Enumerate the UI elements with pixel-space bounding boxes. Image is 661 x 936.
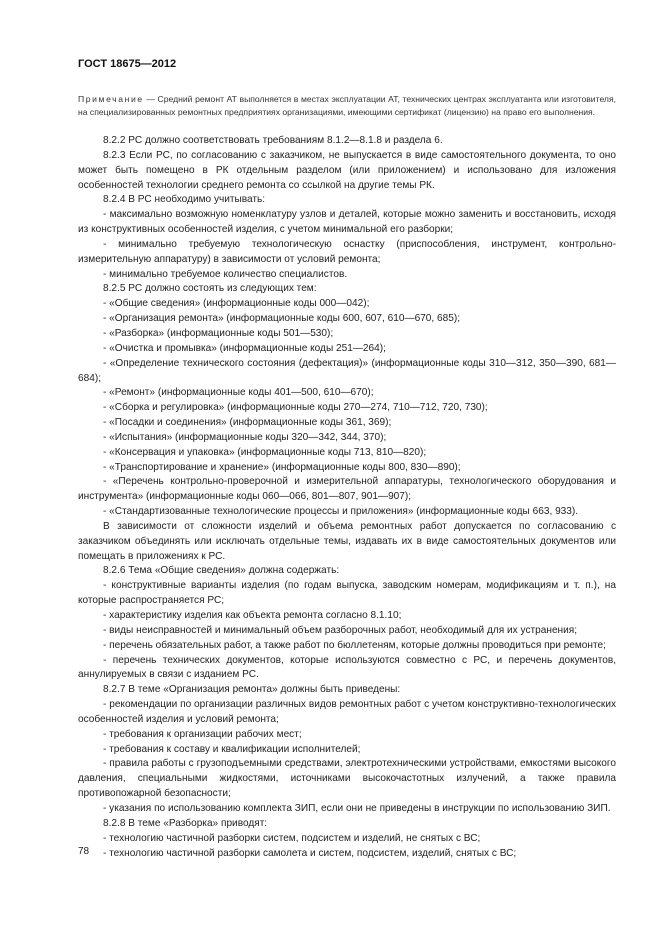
standard-header: ГОСТ 18675—2012: [78, 58, 177, 70]
list-item: - максимально возможную номенклатуру узлов и деталей, которые можно заменить и восстановить, исходя из конструктивных особенностей изделия, с учетом минимальной его разборки;: [78, 209, 616, 236]
list-item: - рекомендации по организации различных видов ремонтных работ с учетом конструктивно-технологических особенностей изделия и условий ремонта;: [78, 699, 616, 725]
paragraph: 8.2.2 РС должно соответствовать требованиям 8.1.2—8.1.8 и раздела 6.: [103, 135, 443, 146]
list-item: - «Сборка и регулировка» (информационные коды 270—274, 710—712, 720, 730);: [103, 402, 488, 414]
list-item: - технологию частичной разборки систем, подсистем и изделий, не снятых с ВС;: [103, 832, 481, 844]
paragraph: 8.2.4 В РС необходимо учитывать:: [103, 194, 266, 206]
page-number: 78: [78, 846, 90, 857]
paragraph: 8.2.7 В теме «Организация ремонта» должны быть приведены:: [103, 684, 401, 696]
list-item: - «Организация ремонта» (информационные коды 600, 607, 610—670, 685);: [103, 313, 461, 325]
note-text: — Средний ремонт АТ выполняется в местах эксплуатации АТ, технических центрах эксплуатанта или изготовителя, на специализированных ремонтных предприятиях организациями, имеющими сертификат (лицензию) на право его выполнения.: [78, 94, 616, 117]
note-label: Примечание: [78, 94, 144, 104]
body-text: [78, 134, 616, 861]
list-item: - «Общие сведения» (информационные коды 000—042);: [103, 298, 370, 310]
list-item: - «Транспортирование и хранение» (информационные коды 800, 830—890);: [103, 461, 461, 473]
list-item: - перечень обязательных работ, а также работ по бюллетеням, которые должны проводиться при ремонте;: [103, 639, 606, 651]
paragraph: 8.2.6 Тема «Общие сведения» должна содержать:: [103, 565, 340, 577]
list-item: - «Посадки и соединения» (информационные коды 361, 369);: [103, 417, 392, 429]
list-item: - «Ремонт» (информационные коды 401—500, 610—670);: [103, 387, 374, 399]
list-item: - «Стандартизованные технологические процессы и приложения» (информационные коды 663, 933).: [103, 506, 579, 518]
list-item: - «Определение технического состояния (дефектация)» (информационные коды 310—312, 350—390, 681—684);: [78, 357, 616, 384]
list-item: - «Испытания» (информационные коды 320—342, 344, 370);: [103, 431, 387, 443]
paragraph: 8.2.8 В теме «Разборка» приводят:: [103, 817, 268, 829]
paragraph: В зависимости от сложности изделий и объема ремонтных работ допускается по согласованию с заказчиком объединять или исключать отдельные темы, издавать их в виде самостоятельных документов или помещать в приложениях к РС.: [78, 520, 616, 562]
list-item: - «Разборка» (информационные коды 501—530);: [103, 327, 334, 339]
list-item: - указания по использованию комплекта ЗИП, если они не приведены в инструкции по использованию ЗИП.: [103, 802, 611, 814]
paragraph: 8.2.3 Если РС, по согласованию с заказчиком, не выпускается в виде самостоятельного документа, то оно может быть помещено в РК отдельным разделом (или приложением) и использовано для изложения особенностей технологии среднего ремонта со ссылкой на другие темы РК.: [78, 149, 616, 191]
list-item: - перечень технических документов, которые используются совместно с РС, и перечень документов, аннулируемых в связи с изданием РС.: [78, 654, 616, 681]
list-item: - правила работы с грузоподъемными средствами, электротехническими устройствами, емкостями высокого давления, специальными жидкостями, источниками высокочастотных излучений, а также правила противопожарной безопасности;: [78, 758, 616, 800]
list-item: - требования к составу и квалификации исполнителей;: [103, 743, 361, 755]
list-item: - минимально требуемое количество специалистов.: [103, 268, 348, 280]
list-item: - виды неисправностей и минимальный объем разборочных работ, необходимый для их устранения;: [103, 624, 578, 636]
list-item: - «Перечень контрольно-проверочной и измерительной аппаратуры, технологического оборудования и инструмента» (информационные коды 060—066, 801—807, 901—907);: [78, 476, 616, 503]
list-item: - «Консервация и упаковка» (информационные коды 713, 810—820);: [103, 446, 427, 458]
paragraph: 8.2.5 РС должно состоять из следующих тем:: [103, 283, 317, 295]
list-item: - конструктивные варианты изделия (по годам выпуска, заводским номерам, модификациям и т. п.), на которые распространяется РС;: [78, 580, 616, 607]
list-item: - технологию частичной разборки самолета и систем, подсистем, изделий, снятых с ВС;: [103, 847, 517, 859]
list-item: - «Очистка и промывка» (информационные коды 251—264);: [103, 342, 386, 354]
note-block: [78, 93, 616, 118]
list-item: - минимально требуемую технологическую оснастку (приспособления, инструмент, контрольно-измерительную аппаратуру) в зависимости от условий ремонта;: [78, 238, 616, 265]
list-item: - требования к организации рабочих мест;: [103, 728, 302, 740]
list-item: - характеристику изделия как объекта ремонта согласно 8.1.10;: [103, 610, 402, 621]
